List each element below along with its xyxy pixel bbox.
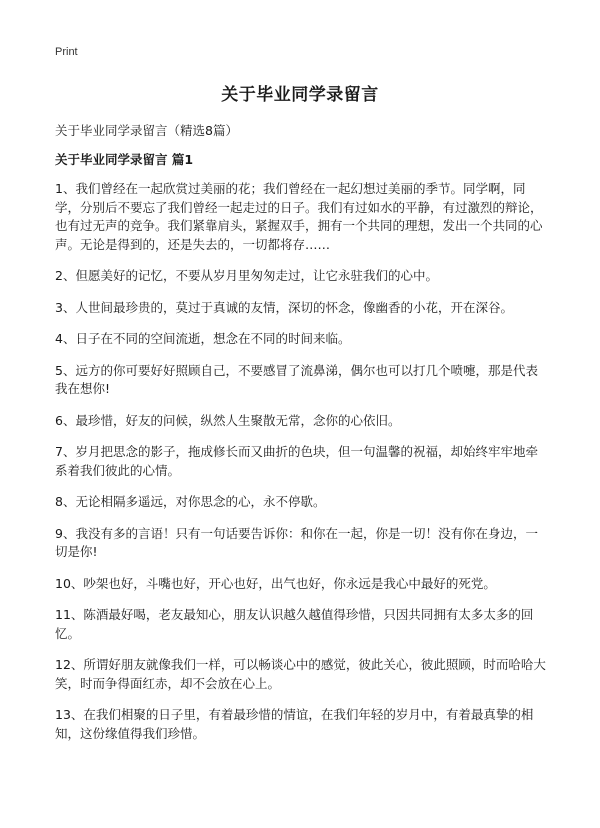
message-entry-5: 5、远方的你可要好好照顾自己，不要感冒了流鼻涕，偶尔也可以打几个喷嚏，那是代表我在想你! [55,362,538,396]
message-entry-7: 7、岁月把思念的影子，拖成修长而又曲折的色块，但一句温馨的祝福，却始终牢牢地牵系着我们彼此的心情。 [55,444,538,478]
message-entry-12: 12、所谓好朋友就像我们一样，可以畅谈心中的感觉，彼此关心，彼此照顾，时而哈哈大笑，时而争得面红赤，却不会放在心上。 [55,657,546,691]
page-title: 关于毕业同学录留言 [221,85,379,105]
message-entry-4: 4、日子在不同的空间流逝，想念在不同的时间来临。 [55,331,351,346]
message-entry-11: 11、陈酒最好喝，老友最知心，朋友认识越久越值得珍惜，只因共同拥有太多太多的回忆。 [55,607,534,641]
message-entry-9: 9、我没有多的言语！只有一句话要告诉你：和你在一起，你是一切！没有你在身边，一切是你! [55,525,538,559]
message-entry-6: 6、最珍惜，好友的问候，纵然人生聚散无常，念你的心依旧。 [55,412,401,428]
section-heading: 关于毕业同学录留言 篇1 [55,152,194,167]
document-subtitle: 关于毕业同学录留言（精选8篇） [55,123,238,138]
message-entry-13: 13、在我们相聚的日子里，有着最珍惜的情谊，在我们年轻的岁月中，有着最真挚的相知，这份缘值得我们珍惜。 [55,707,534,741]
message-entry-2: 2、但愿美好的记忆，不要从岁月里匆匆走过，让它永驻我们的心中。 [55,268,438,283]
print-link[interactable]: Print [55,46,78,58]
message-entry-8: 8、无论相隔多遥远，对你思念的心，永不停歇。 [55,494,326,509]
message-list [55,180,550,756]
message-entry-10: 10、吵架也好，斗嘴也好，开心也好，出气也好，你永远是我心中最好的死党。 [55,575,496,591]
message-entry-3: 3、人世间最珍贵的，莫过于真诚的友情，深切的怀念，像幽香的小花，开在深谷。 [55,299,513,315]
message-entry-1: 1、我们曾经在一起欣赏过美丽的花；我们曾经在一起幻想过美丽的季节。同学啊，同学，分别后不要忘了我们曾经一起走过的日子。我们有过如水的平静，有过激烈的辩论，也有过无声的竞争。我们紧靠肩头，紧握双手，拥有一个共同的理想，发出一个共同的心声。无论是得到的，还是失去的，一切都将存…… [55,181,543,252]
